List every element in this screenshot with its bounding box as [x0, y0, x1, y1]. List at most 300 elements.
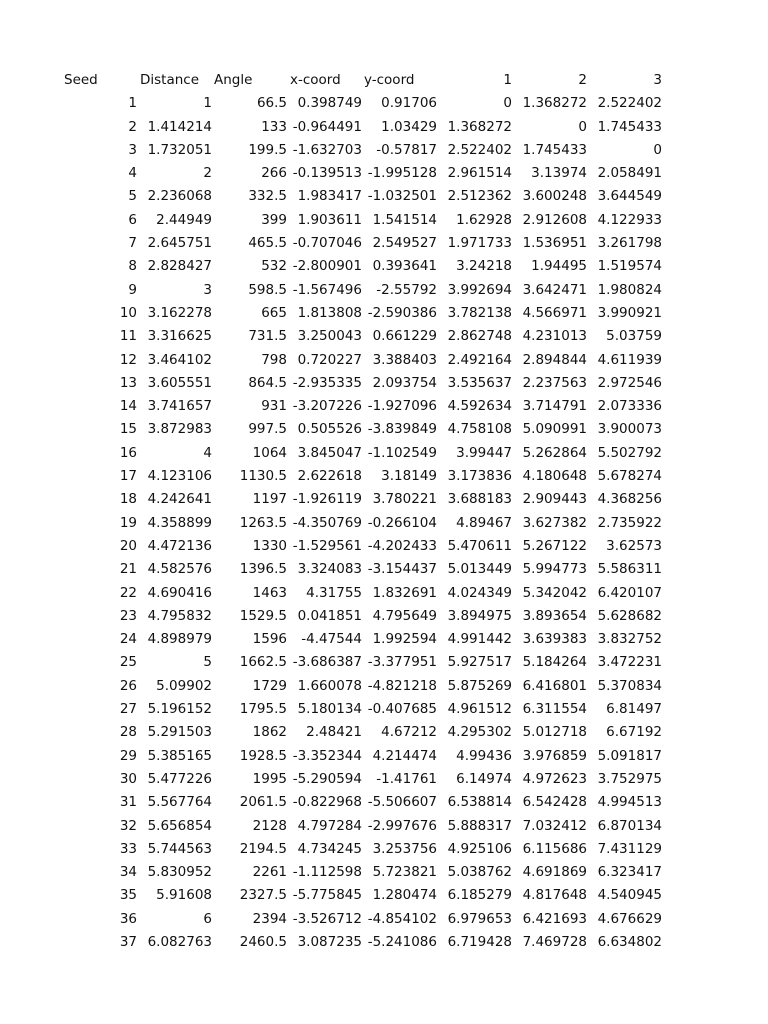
cell-distance-to-3: 4.994513	[597, 794, 662, 811]
cell-distance-to-2: 1.745433	[522, 141, 587, 158]
cell-seed: 4	[128, 165, 137, 182]
cell-seed: 35	[119, 887, 137, 904]
cell-angle: 465.5	[248, 235, 287, 252]
cell-x-coord: 3.087235	[297, 933, 362, 950]
cell-seed: 33	[119, 840, 137, 857]
cell-distance: 2.645751	[147, 235, 212, 252]
cell-angle: 1995	[252, 770, 287, 787]
cell-distance-to-2: 3.714791	[522, 398, 587, 415]
cell-x-coord: -2.800901	[292, 258, 362, 275]
cell-distance-to-2: 3.976859	[522, 747, 587, 764]
cell-distance: 3	[203, 281, 212, 298]
spreadsheet-table	[0, 69, 768, 954]
cell-distance-to-3: 3.832752	[597, 631, 662, 648]
table-row	[0, 395, 768, 418]
table-row	[0, 185, 768, 208]
cell-distance-to-1: 5.013449	[447, 561, 512, 578]
cell-y-coord: 4.214474	[372, 747, 437, 764]
cell-distance-to-3: 5.370834	[597, 677, 662, 694]
cell-seed: 31	[119, 794, 137, 811]
cell-distance-to-3: 2.058491	[597, 165, 662, 182]
table-row	[0, 349, 768, 372]
cell-x-coord: 1.660078	[297, 677, 362, 694]
cell-seed: 20	[119, 537, 137, 554]
cell-x-coord: 0.720227	[297, 351, 362, 368]
table-row	[0, 884, 768, 907]
cell-distance-to-2: 4.180648	[522, 468, 587, 485]
cell-distance: 4.690416	[147, 584, 212, 601]
cell-x-coord: -0.964491	[292, 118, 362, 135]
cell-distance-to-3: 6.634802	[597, 933, 662, 950]
cell-angle: 2394	[252, 910, 287, 927]
cell-distance-to-2: 6.416801	[522, 677, 587, 694]
cell-distance-to-2: 3.639383	[522, 631, 587, 648]
table-row	[0, 139, 768, 162]
cell-x-coord: -3.526712	[292, 910, 362, 927]
cell-angle: 1463	[252, 584, 287, 601]
cell-angle: 399	[261, 211, 287, 228]
cell-angle: 1197	[252, 491, 287, 508]
cell-y-coord: -1.927096	[367, 398, 437, 415]
cell-distance-to-3: 4.540945	[597, 887, 662, 904]
cell-y-coord: -0.57817	[376, 141, 437, 158]
table-row	[0, 512, 768, 535]
cell-distance: 5.477226	[147, 770, 212, 787]
cell-distance-to-1: 4.99436	[456, 747, 512, 764]
cell-seed: 25	[119, 654, 137, 671]
cell-distance-to-1: 6.979653	[447, 910, 512, 927]
cell-y-coord: -1.995128	[367, 165, 437, 182]
cell-x-coord: -4.350769	[292, 514, 362, 531]
cell-distance: 3.605551	[147, 374, 212, 391]
cell-distance: 1.414214	[147, 118, 212, 135]
cell-distance: 2.236068	[147, 188, 212, 205]
table-row	[0, 838, 768, 861]
cell-distance-to-1: 3.535637	[447, 374, 512, 391]
table-row	[0, 931, 768, 954]
cell-distance-to-3: 4.676629	[597, 910, 662, 927]
table-row	[0, 418, 768, 441]
cell-x-coord: -1.529561	[292, 537, 362, 554]
cell-distance-to-3: 2.972546	[597, 374, 662, 391]
table-row	[0, 116, 768, 139]
cell-angle: 1529.5	[239, 607, 287, 624]
cell-seed: 36	[119, 910, 137, 927]
cell-distance-to-2: 4.231013	[522, 328, 587, 345]
cell-distance-to-1: 6.719428	[447, 933, 512, 950]
cell-distance-to-2: 3.642471	[522, 281, 587, 298]
table-row	[0, 488, 768, 511]
cell-seed: 26	[119, 677, 137, 694]
table-row	[0, 768, 768, 791]
cell-distance: 5.91608	[156, 887, 212, 904]
cell-distance-to-2: 0	[578, 118, 587, 135]
cell-distance: 4.472136	[147, 537, 212, 554]
table-row	[0, 791, 768, 814]
cell-distance-to-3: 3.62573	[606, 537, 662, 554]
cell-seed: 15	[119, 421, 137, 438]
cell-distance-to-3: 3.644549	[597, 188, 662, 205]
header-angle: Angle	[214, 72, 253, 88]
cell-distance-to-1: 4.758108	[447, 421, 512, 438]
table-row	[0, 279, 768, 302]
table-row	[0, 558, 768, 581]
table-body	[0, 92, 768, 954]
cell-x-coord: 3.250043	[297, 328, 362, 345]
cell-y-coord: 1.541514	[372, 211, 437, 228]
cell-x-coord: -0.139513	[292, 165, 362, 182]
cell-distance: 4.358899	[147, 514, 212, 531]
cell-distance-to-3: 1.745433	[597, 118, 662, 135]
cell-x-coord: 4.31755	[306, 584, 362, 601]
cell-distance-to-3: 6.323417	[597, 864, 662, 881]
cell-distance-to-1: 1.368272	[447, 118, 512, 135]
cell-distance-to-1: 4.295302	[447, 724, 512, 741]
cell-x-coord: 1.983417	[297, 188, 362, 205]
cell-angle: 997.5	[248, 421, 287, 438]
cell-distance-to-2: 7.469728	[522, 933, 587, 950]
cell-y-coord: 0.661229	[372, 328, 437, 345]
cell-distance-to-1: 3.992694	[447, 281, 512, 298]
cell-seed: 18	[119, 491, 137, 508]
cell-x-coord: -3.207226	[292, 398, 362, 415]
cell-y-coord: 3.780221	[372, 491, 437, 508]
cell-x-coord: 0.505526	[297, 421, 362, 438]
cell-distance-to-1: 2.492164	[447, 351, 512, 368]
cell-distance-to-2: 5.184264	[522, 654, 587, 671]
cell-distance: 5.09902	[156, 677, 212, 694]
cell-distance: 5.291503	[147, 724, 212, 741]
cell-seed: 12	[119, 351, 137, 368]
table-row	[0, 651, 768, 674]
cell-angle: 2061.5	[239, 794, 287, 811]
cell-distance: 5.196152	[147, 701, 212, 718]
cell-angle: 1130.5	[239, 468, 287, 485]
cell-y-coord: 1.992594	[372, 631, 437, 648]
cell-distance-to-1: 4.925106	[447, 840, 512, 857]
cell-angle: 2261	[252, 864, 287, 881]
cell-distance: 3.162278	[147, 304, 212, 321]
cell-y-coord: 2.549527	[372, 235, 437, 252]
cell-distance-to-1: 4.592634	[447, 398, 512, 415]
cell-distance-to-2: 5.342042	[522, 584, 587, 601]
cell-distance-to-3: 2.073336	[597, 398, 662, 415]
cell-distance-to-1: 6.185279	[447, 887, 512, 904]
cell-angle: 665	[261, 304, 287, 321]
cell-y-coord: -3.154437	[367, 561, 437, 578]
cell-y-coord: -3.377951	[367, 654, 437, 671]
cell-seed: 5	[128, 188, 137, 205]
cell-seed: 10	[119, 304, 137, 321]
cell-distance-to-2: 5.262864	[522, 444, 587, 461]
table-row	[0, 302, 768, 325]
cell-y-coord: 5.723821	[372, 864, 437, 881]
cell-seed: 21	[119, 561, 137, 578]
cell-y-coord: 4.795649	[372, 607, 437, 624]
cell-distance-to-2: 1.536951	[522, 235, 587, 252]
cell-distance-to-3: 2.522402	[597, 95, 662, 112]
cell-x-coord: 0.041851	[297, 607, 362, 624]
cell-seed: 8	[128, 258, 137, 275]
cell-seed: 24	[119, 631, 137, 648]
cell-x-coord: -5.290594	[292, 770, 362, 787]
table-row	[0, 209, 768, 232]
table-row	[0, 675, 768, 698]
cell-distance-to-1: 3.173836	[447, 468, 512, 485]
cell-distance-to-3: 1.980824	[597, 281, 662, 298]
cell-distance-to-3: 3.990921	[597, 304, 662, 321]
table-row	[0, 232, 768, 255]
cell-x-coord: 2.48421	[306, 724, 362, 741]
cell-distance: 6.082763	[147, 933, 212, 950]
cell-distance-to-3: 4.122933	[597, 211, 662, 228]
cell-distance-to-1: 3.688183	[447, 491, 512, 508]
cell-distance: 4	[203, 444, 212, 461]
cell-x-coord: 0.398749	[297, 95, 362, 112]
cell-x-coord: -1.632703	[292, 141, 362, 158]
cell-x-coord: -0.707046	[292, 235, 362, 252]
cell-y-coord: -3.839849	[367, 421, 437, 438]
cell-seed: 1	[128, 95, 137, 112]
table-row	[0, 721, 768, 744]
table-row	[0, 861, 768, 884]
cell-seed: 7	[128, 235, 137, 252]
table-row	[0, 325, 768, 348]
cell-distance-to-1: 2.512362	[447, 188, 512, 205]
cell-distance: 4.242641	[147, 491, 212, 508]
cell-seed: 34	[119, 864, 137, 881]
cell-seed: 14	[119, 398, 137, 415]
cell-distance: 1.732051	[147, 141, 212, 158]
cell-distance-to-3: 3.752975	[597, 770, 662, 787]
cell-y-coord: 2.093754	[372, 374, 437, 391]
cell-distance-to-3: 3.472231	[597, 654, 662, 671]
cell-distance-to-2: 3.893654	[522, 607, 587, 624]
table-row	[0, 535, 768, 558]
cell-distance-to-1: 3.24218	[456, 258, 512, 275]
table-row	[0, 908, 768, 931]
cell-distance-to-3: 5.586311	[597, 561, 662, 578]
cell-angle: 133	[261, 118, 287, 135]
cell-seed: 2	[128, 118, 137, 135]
table-row	[0, 605, 768, 628]
cell-distance: 5.656854	[147, 817, 212, 834]
cell-y-coord: -2.997676	[367, 817, 437, 834]
cell-distance-to-2: 2.912608	[522, 211, 587, 228]
cell-y-coord: 1.280474	[372, 887, 437, 904]
cell-distance-to-1: 5.927517	[447, 654, 512, 671]
table-row	[0, 815, 768, 838]
cell-angle: 1596	[252, 631, 287, 648]
cell-distance-to-3: 5.03759	[606, 328, 662, 345]
cell-distance: 4.795832	[147, 607, 212, 624]
cell-distance-to-3: 5.091817	[597, 747, 662, 764]
cell-distance-to-2: 1.94495	[531, 258, 587, 275]
cell-seed: 3	[128, 141, 137, 158]
cell-distance-to-1: 6.538814	[447, 794, 512, 811]
cell-y-coord: -0.407685	[367, 701, 437, 718]
cell-y-coord: -1.102549	[367, 444, 437, 461]
header-distance-to-2: 2	[578, 72, 587, 88]
cell-angle: 2327.5	[239, 887, 287, 904]
table-row	[0, 628, 768, 651]
cell-distance-to-1: 4.991442	[447, 631, 512, 648]
table-row	[0, 465, 768, 488]
cell-distance-to-2: 1.368272	[522, 95, 587, 112]
cell-distance-to-3: 7.431129	[597, 840, 662, 857]
cell-distance: 2.828427	[147, 258, 212, 275]
cell-distance: 6	[203, 910, 212, 927]
cell-y-coord: -1.41761	[376, 770, 437, 787]
cell-distance: 5.830952	[147, 864, 212, 881]
table-row	[0, 162, 768, 185]
cell-distance: 3.872983	[147, 421, 212, 438]
cell-distance-to-3: 6.870134	[597, 817, 662, 834]
table-row	[0, 698, 768, 721]
cell-angle: 1795.5	[239, 701, 287, 718]
cell-distance-to-3: 5.502792	[597, 444, 662, 461]
cell-distance-to-1: 3.99447	[456, 444, 512, 461]
cell-distance: 3.464102	[147, 351, 212, 368]
cell-distance-to-3: 6.420107	[597, 584, 662, 601]
cell-y-coord: 3.18149	[381, 468, 437, 485]
cell-distance: 5	[203, 654, 212, 671]
cell-y-coord: 0.393641	[372, 258, 437, 275]
cell-angle: 1928.5	[239, 747, 287, 764]
cell-seed: 27	[119, 701, 137, 718]
cell-y-coord: -2.590386	[367, 304, 437, 321]
cell-distance-to-1: 4.024349	[447, 584, 512, 601]
cell-distance: 4.582576	[147, 561, 212, 578]
cell-distance: 2	[203, 165, 212, 182]
cell-seed: 23	[119, 607, 137, 624]
cell-distance-to-2: 2.894844	[522, 351, 587, 368]
cell-y-coord: -1.032501	[367, 188, 437, 205]
cell-y-coord: -5.506607	[367, 794, 437, 811]
header-row	[0, 69, 768, 92]
cell-seed: 16	[119, 444, 137, 461]
cell-seed: 30	[119, 770, 137, 787]
table-row	[0, 745, 768, 768]
cell-distance-to-3: 4.611939	[597, 351, 662, 368]
cell-seed: 17	[119, 468, 137, 485]
cell-distance-to-2: 3.13974	[531, 165, 587, 182]
cell-distance-to-1: 5.875269	[447, 677, 512, 694]
cell-angle: 2128	[252, 817, 287, 834]
cell-distance-to-1: 4.961512	[447, 701, 512, 718]
cell-distance-to-2: 3.600248	[522, 188, 587, 205]
cell-distance: 5.385165	[147, 747, 212, 764]
cell-seed: 32	[119, 817, 137, 834]
cell-x-coord: -1.112598	[292, 864, 362, 881]
header-y-coord: y-coord	[364, 72, 415, 88]
header-distance: Distance	[140, 72, 200, 88]
cell-angle: 931	[261, 398, 287, 415]
cell-seed: 19	[119, 514, 137, 531]
cell-x-coord: 5.180134	[297, 701, 362, 718]
table-row	[0, 255, 768, 278]
cell-seed: 37	[119, 933, 137, 950]
cell-distance-to-3: 0	[653, 141, 662, 158]
cell-y-coord: 3.388403	[372, 351, 437, 368]
cell-distance-to-3: 2.735922	[597, 514, 662, 531]
cell-distance-to-3: 6.81497	[606, 701, 662, 718]
cell-x-coord: 1.903611	[297, 211, 362, 228]
cell-seed: 11	[119, 328, 137, 345]
cell-distance-to-2: 4.566971	[522, 304, 587, 321]
cell-seed: 29	[119, 747, 137, 764]
cell-y-coord: -0.266104	[367, 514, 437, 531]
cell-distance-to-1: 4.89467	[456, 514, 512, 531]
cell-distance: 4.123106	[147, 468, 212, 485]
cell-distance-to-2: 7.032412	[522, 817, 587, 834]
cell-distance-to-3: 3.900073	[597, 421, 662, 438]
cell-x-coord: -1.567496	[292, 281, 362, 298]
cell-angle: 1662.5	[239, 654, 287, 671]
cell-x-coord: -2.935335	[292, 374, 362, 391]
cell-x-coord: 1.813808	[297, 304, 362, 321]
cell-distance-to-2: 6.115686	[522, 840, 587, 857]
cell-distance-to-3: 1.519574	[597, 258, 662, 275]
cell-x-coord: -0.822968	[292, 794, 362, 811]
cell-seed: 28	[119, 724, 137, 741]
table-row	[0, 442, 768, 465]
cell-distance: 3.741657	[147, 398, 212, 415]
cell-angle: 1263.5	[239, 514, 287, 531]
cell-distance-to-3: 4.368256	[597, 491, 662, 508]
cell-distance-to-1: 2.522402	[447, 141, 512, 158]
cell-distance-to-3: 3.261798	[597, 235, 662, 252]
cell-distance-to-1: 0	[503, 95, 512, 112]
header-seed: Seed	[64, 72, 98, 88]
cell-angle: 1862	[252, 724, 287, 741]
cell-y-coord: -4.202433	[367, 537, 437, 554]
cell-y-coord: 4.67212	[381, 724, 437, 741]
cell-distance: 5.567764	[147, 794, 212, 811]
cell-distance: 2.44949	[156, 211, 212, 228]
cell-distance: 5.744563	[147, 840, 212, 857]
cell-distance: 1	[203, 95, 212, 112]
cell-x-coord: 3.845047	[297, 444, 362, 461]
cell-seed: 13	[119, 374, 137, 391]
header-distance-to-3: 3	[653, 72, 662, 88]
cell-angle: 798	[261, 351, 287, 368]
cell-y-coord: 3.253756	[372, 840, 437, 857]
cell-angle: 332.5	[248, 188, 287, 205]
cell-x-coord: -3.352344	[292, 747, 362, 764]
cell-distance-to-1: 5.038762	[447, 864, 512, 881]
cell-angle: 598.5	[248, 281, 287, 298]
cell-distance-to-1: 3.894975	[447, 607, 512, 624]
cell-distance-to-3: 6.67192	[606, 724, 662, 741]
cell-distance-to-1: 2.961514	[447, 165, 512, 182]
cell-angle: 2460.5	[239, 933, 287, 950]
cell-distance-to-1: 1.971733	[447, 235, 512, 252]
cell-seed: 6	[128, 211, 137, 228]
cell-distance-to-1: 6.14974	[456, 770, 512, 787]
cell-y-coord: -2.55792	[376, 281, 437, 298]
cell-x-coord: -3.686387	[292, 654, 362, 671]
table-row	[0, 582, 768, 605]
cell-y-coord: -4.821218	[367, 677, 437, 694]
cell-distance-to-1: 1.62928	[456, 211, 512, 228]
cell-distance-to-3: 5.628682	[597, 607, 662, 624]
cell-x-coord: -4.47544	[301, 631, 362, 648]
cell-x-coord: 4.734245	[297, 840, 362, 857]
cell-distance-to-2: 6.311554	[522, 701, 587, 718]
cell-angle: 199.5	[248, 141, 287, 158]
cell-seed: 9	[128, 281, 137, 298]
